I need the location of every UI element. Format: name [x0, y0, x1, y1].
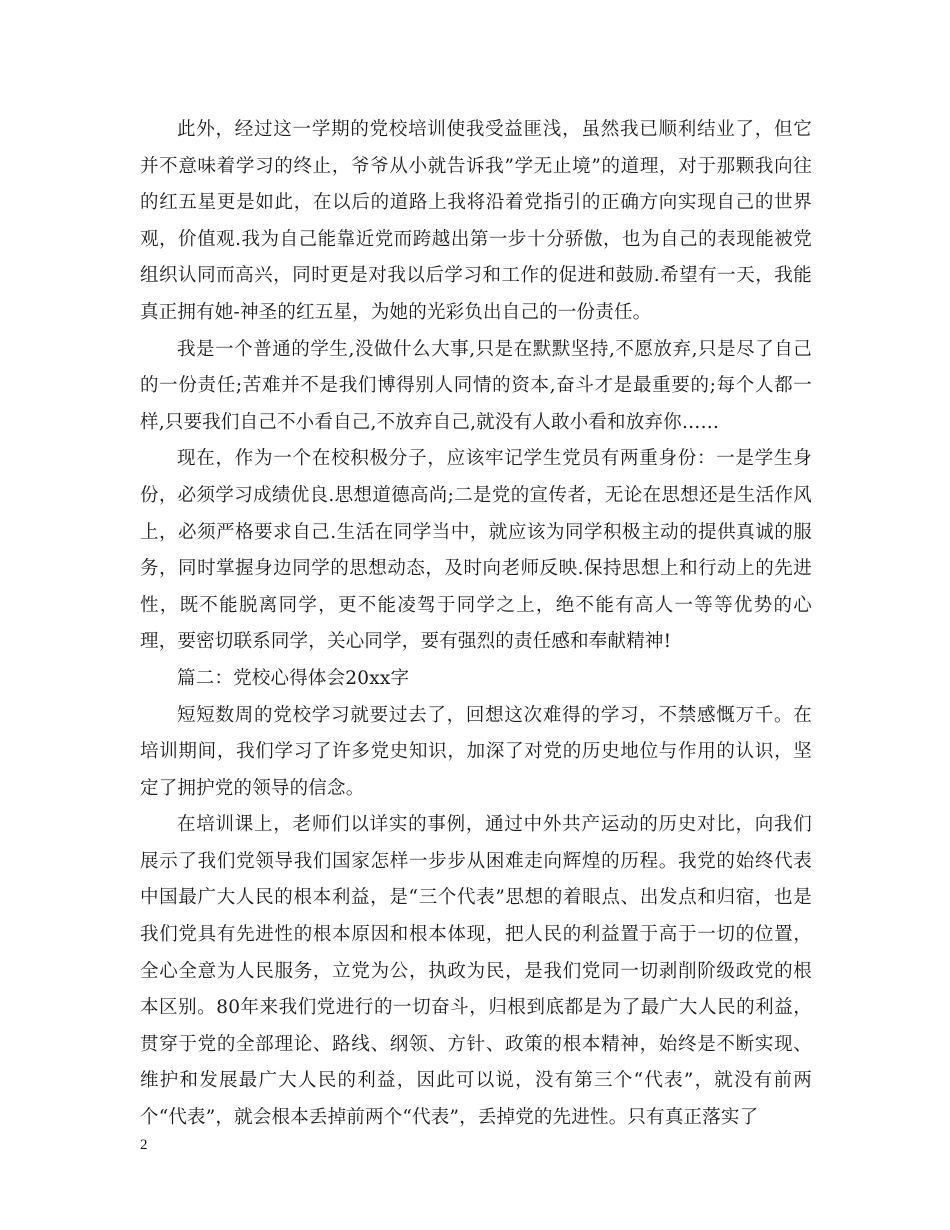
paragraph: 在培训课上，老师们以详实的事例，通过中外共产运动的历史对比，向我们展示了我们党领导我们国家怎样一步步从困难走向辉煌的历程。我党的始终代表中国最广大人民的根本利益，是“三个代表”思想的着眼点、出发点和归宿，也是我们党具有先进性的根本原因和根本体现，把人民的利益置于高于一切的位置，全心全意为人民服务，立党为公，执政为民，是我们党同一切剥削阶级政党的根本区别。80年来我们党进行的一切奋斗，归根到底都是为了最广大人民的利益，贯穿于党的全部理论、路线、纲领、方针、政策的根本精神，始终是不断实现、维护和发展最广大人民的利益，因此可以说，没有第三个“代表”，就没有前两个“代表”，就会根本丢掉前两个“代表”，丢掉党的先进性。只有真正落实了: [140, 814, 812, 1129]
document-body: [140, 112, 812, 1137]
paragraph: 现在，作为一个在校积极分子，应该牢记学生党员有两重身份：一是学生身份，必须学习成绩优良.思想道德高尚;二是党的宣传者，无论在思想还是生活作风上，必须严格要求自己.生活在同学当中，就应该为同学积极主动的提供真诚的服务，同时掌握身边同学的思想动态，及时向老师反映.保持思想上和行动上的先进性，既不能脱离同学，更不能凌驾于同学之上，绝不能有高人一等等优势的心理，要密切联系同学，关心同学，要有强烈的责任感和奉献精神!: [140, 448, 812, 653]
paragraph: 短短数周的党校学习就要过去了，回想这次难得的学习，不禁感慨万千。在培训期间，我们学习了许多党史知识，加深了对党的历史地位与作用的认识，坚定了拥护党的领导的信念。: [140, 704, 812, 799]
page-number: 2: [140, 1137, 148, 1153]
section-heading: 篇二：党校心得体会20xx字: [177, 667, 410, 689]
paragraph: 我是一个普通的学生,没做什么大事,只是在默默坚持,不愿放弃,只是尽了自己的一份责任;苦难并不是我们博得别人同情的资本,奋斗才是最重要的;每个人都一样,只要我们自己不小看自己,不放弃自己,就没有人敢小看和放弃你……: [140, 338, 812, 433]
paragraph: 此外，经过这一学期的党校培训使我受益匪浅，虽然我已顺利结业了，但它并不意味着学习的终止，爷爷从小就告诉我”学无止境”的道理，对于那颗我向往的红五星更是如此，在以后的道路上我将沿着党指引的正确方向实现自己的世界观，价值观.我为自己能靠近党而跨越出第一步十分骄傲，也为自己的表现能被党组织认同而高兴，同时更是对我以后学习和工作的促进和鼓励.希望有一天，我能真正拥有她-神圣的红五星，为她的光彩负出自己的一份责任。: [140, 119, 812, 323]
